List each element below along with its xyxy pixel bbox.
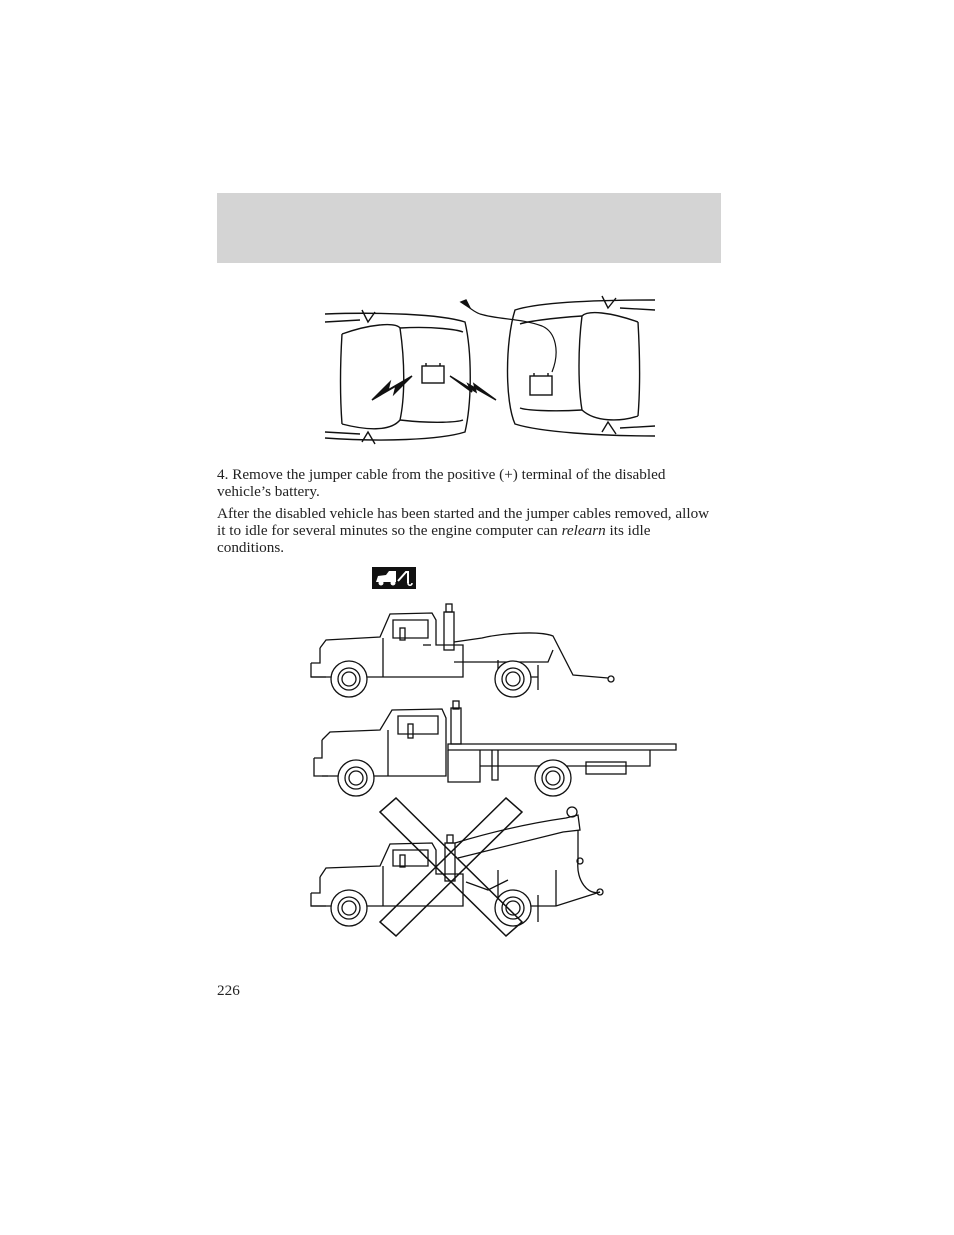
tow-truck-icon — [372, 567, 416, 589]
right-car-icon — [450, 296, 655, 436]
idle-text-part2: its idle conditions. — [217, 522, 651, 556]
wheel-lift-truck-icon — [311, 604, 614, 697]
flatbed-truck-icon — [314, 701, 676, 796]
relearn-emphasis: relearn — [561, 522, 606, 539]
idle-text-part1: After the disabled vehicle has been started and the jumper cables removed, allow it to idle for several minutes so the engine computer can — [217, 505, 710, 539]
jump-start-diagram — [320, 292, 660, 454]
section-header-band — [217, 193, 721, 263]
idle-relearn-paragraph — [217, 505, 721, 556]
page-number: 226 — [217, 982, 240, 999]
left-car-icon — [325, 310, 470, 444]
step-4-text: 4. Remove the jumper cable from the positive (+) terminal of the disabled vehicle’s battery. — [217, 466, 666, 500]
tow-truck-types-diagram — [308, 600, 682, 940]
hook-tow-truck-icon — [311, 807, 603, 926]
